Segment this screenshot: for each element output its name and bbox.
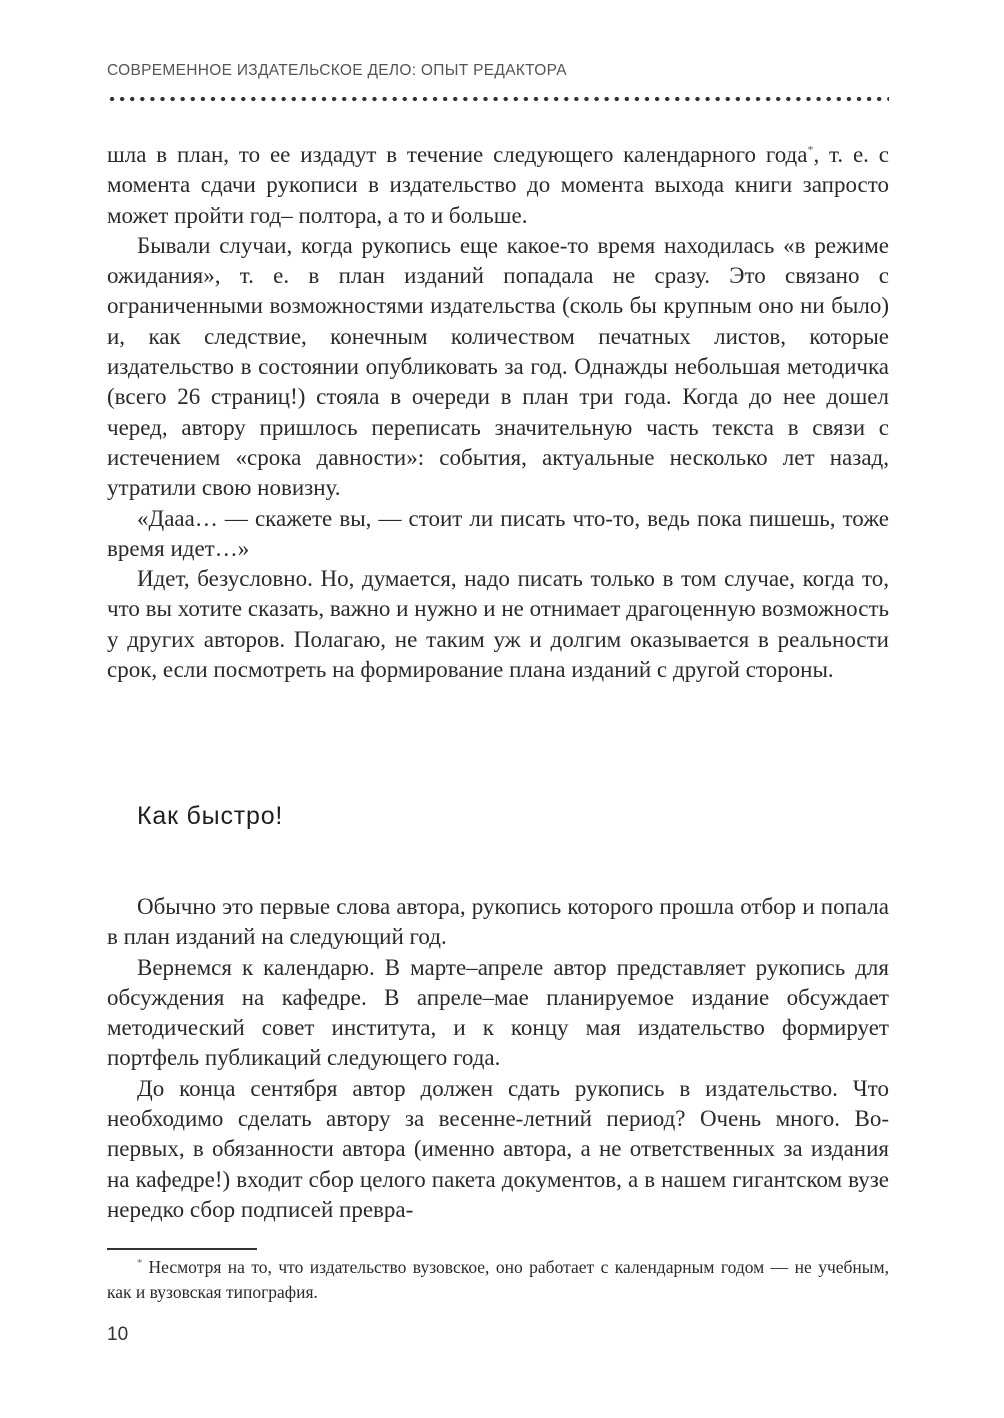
dotted-divider <box>107 96 889 102</box>
paragraph <box>107 140 889 231</box>
page-number: 10 <box>107 1324 129 1345</box>
paragraph: До конца сентября автор должен сдать рукопись в издательство. Что необходимо сделать автору за весенне-летний период? Очень много. Во-первых, в обязанности автора (именно автора, а не ответственных за издания на кафедре!) входит сбор целого пакета документов, а в нашем гигантском вузе нередко сбор подписей превра- <box>107 1075 889 1222</box>
section-1-text <box>107 140 889 685</box>
footnote-mark: * <box>137 1257 143 1270</box>
section-heading: Как быстро! <box>137 802 284 830</box>
footnote-reference-mark[interactable]: * <box>807 142 814 157</box>
footnote-rule <box>107 1248 257 1250</box>
running-title: СОВРЕМЕННОЕ ИЗДАТЕЛЬСКОЕ ДЕЛО: ОПЫТ РЕДАКТОРА <box>107 62 567 79</box>
footnote <box>107 1255 889 1305</box>
paragraph: Бывали случаи, когда рукопись еще какое-то время находилась «в режиме ожидания», т. е. в план изданий попадала не сразу. Это связано с ограниченными возможностями издательства (сколь бы крупным оно ни было) и, как следствие, конечным количеством печатных листов, которые издательство в состоянии опубликовать за год. Однажды небольшая методичка (всего 26 страниц!) стояла в очереди в план три года. Когда до нее дошел черед, автору пришлось переписать значительную часть текста в связи с истечением «срока давности»: события, актуальные несколько лет назад, утратили свою новизну. <box>107 232 889 501</box>
paragraph: Обычно это первые слова автора, рукопись которого прошла отбор и попала в план изданий на следующий год. <box>107 894 889 950</box>
footnote-text: Несмотря на то, что издательство вузовское, оно работает с календарным годом — не учебным, как и вузовская типография. <box>107 1257 889 1302</box>
section-2-text <box>107 892 889 1225</box>
paragraph: «Дааа… — скажете вы, — стоит ли писать что-то, ведь пока пишешь, тоже время идет…» <box>107 505 889 561</box>
paragraph-text-tail: , т. е. с момента сдачи рукописи в издательство до момента выхода книги запросто может пройти год– полтора, а то и больше. <box>107 142 889 228</box>
paragraph-text: шла в план, то ее издадут в течение следующего календарного года <box>107 142 808 167</box>
paragraph: Вернемся к календарю. В марте–апреле автор представляет рукопись для обсуждения на кафедре. В апреле–мае планируемое издание обсуждает методический совет института, и к концу мая издательство формирует портфель публикаций следующего года. <box>107 954 889 1071</box>
paragraph: Идет, безусловно. Но, думается, надо писать только в том случае, когда то, что вы хотите сказать, важно и нужно и не отнимает драгоценную возможность у других авторов. Полагаю, не таким уж и долгим оказывается в реальности срок, если посмотреть на формирование плана изданий с другой стороны. <box>107 566 889 683</box>
